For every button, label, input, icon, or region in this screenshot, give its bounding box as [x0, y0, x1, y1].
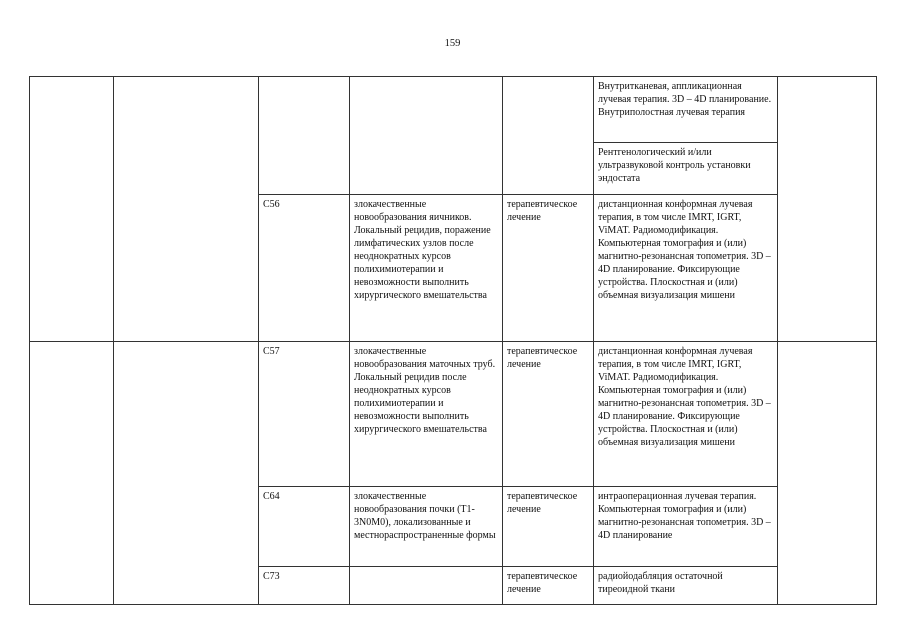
- cell-treatment: терапевтическое лечение: [503, 567, 594, 605]
- cell-method: дистанционная конформная лучевая терапия, в том числе IMRT, IGRT, ViMAT. Радиомодификация. Компьютерная томография и (или) магнитно-резонансная топометрия. 3D – 4D планирование. Фиксирующие устройства. Плоскостная и (или) объемная визуализация мишени: [594, 342, 778, 487]
- cell-treatment: терапевтическое лечение: [503, 342, 594, 487]
- cell-method: интраоперационная лучевая терапия. Компьютерная томография и (или) магнитно-резонансная топометрия. 3D – 4D планирование: [594, 487, 778, 567]
- cell-method: дистанционная конформная лучевая терапия, в том числе IMRT, IGRT, ViMAT. Радиомодификация. Компьютерная томография и (или) магнитно-резонансная топометрия. 3D – 4D планирование. Фиксирующие устройства. Плоскостная и (или) объемная визуализация мишени: [594, 195, 778, 342]
- cell-treatment: терапевтическое лечение: [503, 195, 594, 342]
- cell-treatment: терапевтическое лечение: [503, 487, 594, 567]
- cell-diagnosis: злокачественные новообразования яичников. Локальный рецидив, поражение лимфатических узлов после неоднократных курсов полихимиотерапии и невозможности выполнить хирургического вмешательства: [350, 195, 503, 342]
- cell-norm: [778, 342, 877, 605]
- cell-treatment: [503, 77, 594, 195]
- cell-number: [30, 342, 114, 605]
- cell-method: Рентгенологический и/или ультразвуковой контроль установки эндостата: [594, 143, 778, 195]
- cell-method: радиойодабляция остаточной тиреоидной ткани: [594, 567, 778, 605]
- cell-code: C64: [259, 487, 350, 567]
- cell-code: C73: [259, 567, 350, 605]
- cell-code: C57: [259, 342, 350, 487]
- cell-profile: [114, 342, 259, 605]
- table-row: [30, 77, 877, 143]
- cell-method: Внутритканевая, аппликационная лучевая терапия. 3D – 4D планирование. Внутриполостная лучевая терапия: [594, 77, 778, 143]
- cell-diagnosis: злокачественные новообразования почки (T1-3N0M0), локализованные и местнораспространенные формы: [350, 487, 503, 567]
- table-row: [30, 342, 877, 487]
- cell-diagnosis: злокачественные новообразования маточных труб. Локальный рецидив после неоднократных курсов полихимиотерапии и невозможности выполнить хирургического вмешательства: [350, 342, 503, 487]
- cell-number: [30, 77, 114, 342]
- cell-profile: [114, 77, 259, 342]
- treatment-table: [29, 76, 877, 605]
- cell-code: C56: [259, 195, 350, 342]
- cell-code: [259, 77, 350, 195]
- cell-norm: [778, 77, 877, 342]
- cell-diagnosis: [350, 77, 503, 195]
- cell-diagnosis: [350, 567, 503, 605]
- page-number: 159: [444, 38, 461, 49]
